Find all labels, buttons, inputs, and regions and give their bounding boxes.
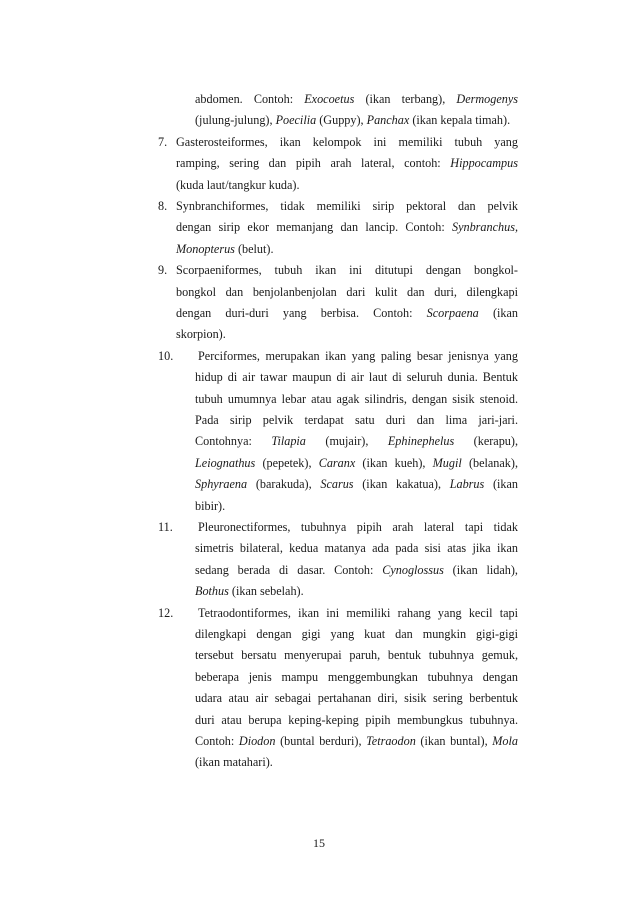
list-item-line: beberapa jenis mampu menggembungkan tubuhnya dengan — [195, 669, 518, 684]
species-name: Sphyraena — [195, 477, 248, 492]
species-name: Synbranchus, — [451, 220, 518, 235]
text-line: abdomen. Contoh: Exocoetus (ikan terbang), Dermogenys — [195, 92, 518, 106]
list-item-line: Perciformes, merupakan ikan yang paling besar jenisnya yang — [198, 348, 518, 363]
list-item-line: hidup di air tawar maupun di air laut di seluruh dunia. Bentuk — [195, 370, 518, 385]
species-name: Mugil — [432, 455, 462, 470]
page-number: 15 — [313, 836, 325, 850]
list-item-line: ramping, sering dan pipih arah lateral, contoh: Hippocampus — [176, 156, 518, 171]
list-item-line: duri atau berupa keping-keping pipih membungkus tubuhnya. — [195, 712, 518, 727]
list-item-number: 10. — [158, 348, 174, 363]
list-item-number: 9. — [158, 263, 168, 278]
list-item-number: 11. — [158, 520, 173, 534]
list-item-line: simetris bilateral, kedua matanya ada pada sisi atas jika ikan — [195, 541, 518, 556]
species-name: Mola — [492, 734, 518, 748]
list-item-line: dilengkapi dengan gigi yang kuat dan mungkin gigi-gigi — [195, 627, 518, 641]
list-item-line: bibir). — [195, 498, 226, 513]
species-name: Tetraodon — [366, 734, 416, 748]
species-name: Panchax — [366, 113, 410, 128]
list-item-line: dengan sirip ekor memanjang dan lancip. Contoh: Synbranchus, — [176, 220, 518, 235]
species-name: Dermogenys — [456, 92, 518, 106]
species-name: Diodon — [238, 734, 276, 748]
list-item-line: Pleuronectiformes, tubuhnya pipih arah lateral tapi tidak — [198, 520, 518, 534]
list-item-number: 8. — [158, 199, 168, 213]
list-item-line: Scorpaeniformes, tubuh ikan ini ditutupi dengan bongkol- — [176, 263, 518, 278]
list-item-line: bongkol dan benjolanbenjolan dari kulit dan duri, dilengkapi — [176, 284, 518, 299]
species-name: Monopterus — [176, 241, 235, 256]
list-item-line: (kuda laut/tangkur kuda). — [176, 177, 300, 192]
list-item-line: skorpion). — [176, 327, 226, 342]
species-name: Bothus — [195, 584, 229, 599]
species-name: Exocoetus — [304, 92, 355, 106]
list-item-line: dengan duri-duri yang berbisa. Contoh: Scorpaena (ikan — [176, 306, 518, 320]
species-name: Poecilia — [275, 113, 317, 128]
list-item-line: Contohnya: Tilapia (mujair), Ephinephelus (kerapu), — [195, 434, 519, 449]
species-name: Ephinephelus — [387, 434, 455, 449]
species-name: Tilapia — [271, 434, 306, 449]
species-name: Scarus — [320, 477, 354, 492]
list-item-line: (ikan matahari). — [195, 755, 273, 770]
list-item-line: Synbranchiformes, tidak memiliki sirip pektoral dan pelvik — [176, 199, 518, 213]
list-item-line: tubuh umumnya lebar atau agak silindris, dengan sisik stenoid. — [195, 391, 518, 406]
species-name: Hippocampus — [450, 156, 518, 171]
list-item-line: Contoh: Diodon (buntal berduri), Tetraodon (ikan buntal), Mola — [195, 734, 518, 748]
list-item-line: Gasterosteiformes, ikan kelompok ini memiliki tubuh yang — [176, 134, 518, 149]
list-item-line: Leiognathus (pepetek), Caranx (ikan kueh), Mugil (belanak), — [195, 455, 519, 470]
species-name: Labrus — [449, 477, 485, 492]
list-item-line: Sphyraena (barakuda), Scarus (ikan kakatua), Labrus (ikan — [195, 477, 518, 492]
species-name: Cynoglossus — [382, 562, 444, 577]
list-item-line: sedang berada di dasar. Contoh: Cynoglossus (ikan lidah), — [195, 562, 518, 577]
list-item-number: 7. — [158, 134, 168, 149]
list-item-number: 12. — [158, 605, 174, 620]
species-name: Leiognathus — [195, 455, 256, 470]
list-item-line: udara atau air sebagai pertahanan diri, sisik sering berbentuk — [195, 691, 518, 706]
species-name: Caranx — [318, 455, 356, 470]
list-item-line: Bothus (ikan sebelah). — [195, 584, 304, 599]
list-item-line: Monopterus (belut). — [176, 241, 274, 256]
species-name: Scorpaena — [426, 306, 479, 320]
list-item-line: tersebut bersatu menyerupai paruh, bentuk tubuhnya gemuk, — [195, 648, 518, 663]
list-item-line: Tetraodontiformes, ikan ini memiliki rahang yang kecil tapi — [198, 605, 518, 620]
list-item-line: Pada sirip pelvik terdapat satu duri dan lima jari-jari. — [195, 413, 518, 427]
text-line: (julung-julung), Poecilia (Guppy), Panchax (ikan kepala timah). — [195, 113, 511, 128]
